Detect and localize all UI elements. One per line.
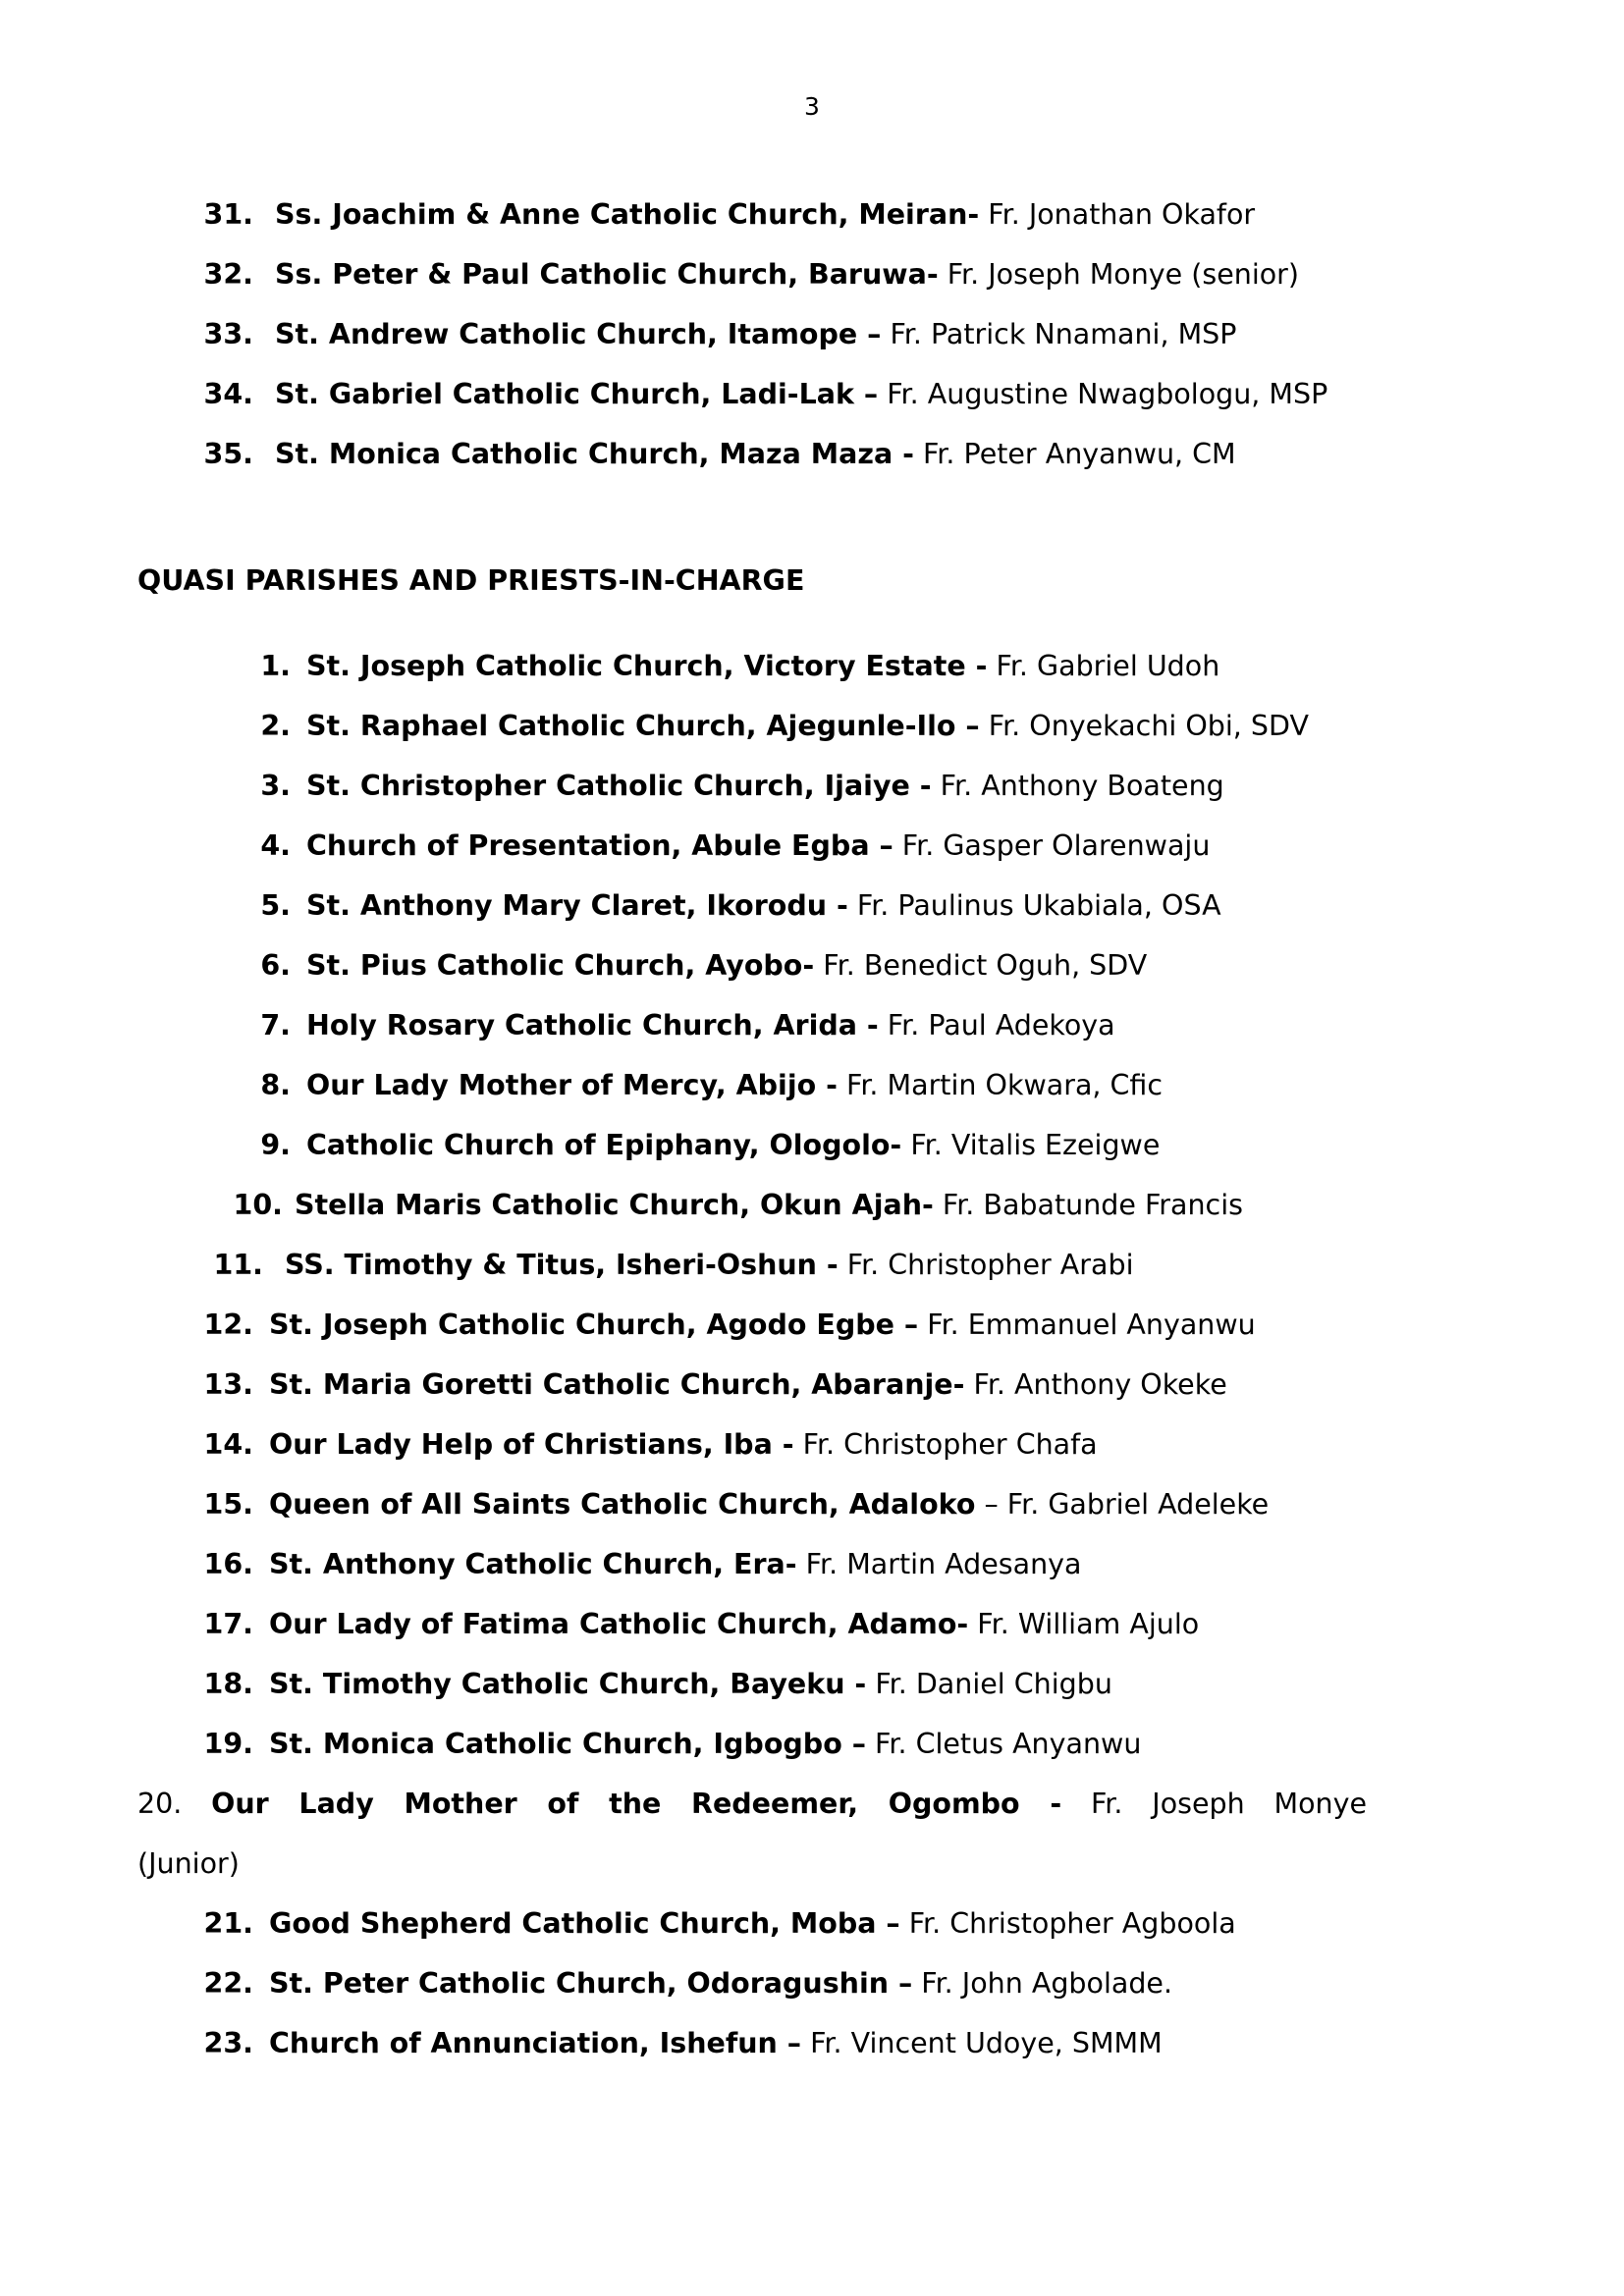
list-item-body: [275, 304, 1236, 364]
list-item-body: [275, 364, 1327, 424]
list-item-number: 31.: [203, 198, 253, 231]
list-item-number: 12.: [203, 1308, 253, 1341]
list-item-body: [269, 1714, 1141, 1774]
quasi-parish-list: [137, 636, 1459, 2073]
list-item: [192, 876, 1459, 935]
list-item-body: [306, 696, 1309, 756]
list-item-number: 18.: [203, 1668, 253, 1700]
list-item-continuation: (Junior): [137, 1847, 240, 1880]
church-name: St. Joseph Catholic Church, Agodo Egbe –: [269, 1308, 919, 1341]
list-item-number: 15.: [203, 1488, 253, 1521]
page-content: [137, 185, 1459, 2073]
priest-name: Fr. Paulinus Ukabiala, OSA: [847, 889, 1221, 922]
list-item-body: [275, 244, 1299, 304]
list-item-number: 13.: [203, 1368, 253, 1401]
church-name: Stella Maris Catholic Church, Okun Ajah-: [295, 1189, 934, 1221]
list-item-body: [306, 1115, 1160, 1175]
priest-name: Fr. Cletus Anyanwu: [865, 1728, 1142, 1760]
list-item: [192, 935, 1459, 995]
list-item-number: 22.: [203, 1967, 253, 2000]
church-name: St. Timothy Catholic Church, Bayeku -: [269, 1668, 867, 1700]
section-heading: QUASI PARISHES AND PRIESTS-IN-CHARGE: [137, 564, 805, 597]
church-name: Queen of All Saints Catholic Church, Adaloko: [269, 1488, 976, 1521]
church-name: Our Lady of Fatima Catholic Church, Adamo-: [269, 1608, 969, 1640]
priest-name: Fr. Onyekachi Obi, SDV: [979, 710, 1309, 742]
list-item: [192, 1654, 1459, 1714]
list-item-body: [275, 185, 1255, 244]
list-item: [192, 1953, 1459, 2013]
church-name: Ss. Joachim & Anne Catholic Church, Meiran-: [275, 198, 980, 231]
list-item-body: [306, 935, 1147, 995]
priest-name: Fr. Daniel Chigbu: [866, 1668, 1112, 1700]
list-item-body: [269, 2013, 1163, 2073]
list-item-body: [269, 1295, 1256, 1355]
priest-name: Fr. Christopher Chafa: [793, 1428, 1098, 1461]
list-item: [192, 1175, 1459, 1235]
church-name: St. Peter Catholic Church, Odoragushin –: [269, 1967, 913, 2000]
list-item: [192, 1594, 1459, 1654]
list-item: [192, 1115, 1459, 1175]
list-item: [192, 1415, 1459, 1474]
church-name: Our Lady Mother of Mercy, Abijo -: [306, 1069, 838, 1101]
church-name: Church of Annunciation, Ishefun –: [269, 2027, 802, 2059]
priest-name: Fr. Emmanuel Anyanwu: [918, 1308, 1256, 1341]
priest-name: Fr. Martin Adesanya: [796, 1548, 1082, 1580]
list-item-body: [269, 1594, 1199, 1654]
list-item-number: 11.: [213, 1249, 263, 1281]
church-name: St. Christopher Catholic Church, Ijaiye -: [306, 770, 932, 802]
list-item: [192, 304, 1459, 364]
list-item-number: 4.: [260, 829, 291, 862]
church-name: St. Maria Goretti Catholic Church, Abaranje-: [269, 1368, 965, 1401]
church-name: Catholic Church of Epiphany, Ologolo-: [306, 1129, 902, 1161]
parish-list-continued: [192, 185, 1459, 484]
list-item-number: 2.: [260, 710, 291, 742]
priest-name: – Fr. Gabriel Adeleke: [975, 1488, 1270, 1521]
list-item-number: 34.: [203, 378, 253, 410]
church-name: Good Shepherd Catholic Church, Moba –: [269, 1907, 900, 1940]
list-item: [192, 816, 1459, 876]
church-name: St. Anthony Catholic Church, Era-: [269, 1548, 797, 1580]
list-item-number: 33.: [203, 318, 253, 350]
list-item-body: [306, 876, 1221, 935]
list-item: [192, 1295, 1459, 1355]
list-item-body: [269, 1474, 1269, 1534]
list-item: [192, 1894, 1459, 1953]
list-item-number: 9.: [260, 1129, 291, 1161]
list-item-number: 17.: [203, 1608, 253, 1640]
church-name: St. Monica Catholic Church, Igbogbo –: [269, 1728, 866, 1760]
list-item: [192, 696, 1459, 756]
priest-name: Fr. John Agbolade.: [912, 1967, 1173, 2000]
church-name: St. Monica Catholic Church, Maza Maza -: [275, 438, 914, 470]
list-item-body: [269, 1355, 1227, 1415]
church-name: SS. Timothy & Titus, Isheri-Oshun -: [285, 1249, 839, 1281]
list-item-body: [306, 756, 1224, 816]
priest-name: Fr. Peter Anyanwu, CM: [913, 438, 1236, 470]
list-item: [192, 636, 1459, 696]
list-item: [192, 244, 1459, 304]
church-name: Our Lady Help of Christians, Iba -: [269, 1428, 794, 1461]
list-item-body: [285, 1235, 1134, 1295]
church-name: St. Anthony Mary Claret, Ikorodu -: [306, 889, 848, 922]
list-item-body: [269, 1654, 1112, 1714]
church-name: St. Joseph Catholic Church, Victory Estate -: [306, 650, 988, 682]
priest-name: Fr. Babatunde Francis: [933, 1189, 1243, 1221]
priest-name: Fr. Gasper Olarenwaju: [893, 829, 1211, 862]
page-number: 3: [804, 92, 820, 121]
priest-name: Fr. Benedict Oguh, SDV: [814, 949, 1148, 982]
church-name: Church of Presentation, Abule Egba –: [306, 829, 893, 862]
list-item: [192, 185, 1459, 244]
priest-name: Fr. Joseph Monye: [1090, 1788, 1367, 1820]
list-item-number: 19.: [203, 1728, 253, 1760]
priest-name: Fr. Joseph Monye (senior): [938, 258, 1300, 291]
list-item-number: 6.: [260, 949, 291, 982]
list-item-body: [306, 636, 1219, 696]
list-item-number: 20.: [137, 1788, 183, 1820]
priest-name: Fr. Vitalis Ezeigwe: [901, 1129, 1161, 1161]
list-item-number: 21.: [203, 1907, 253, 1940]
list-item-body: [306, 816, 1210, 876]
list-item: [192, 1235, 1459, 1295]
priest-name: Fr. Paul Adekoya: [878, 1009, 1115, 1041]
priest-name: Fr. William Ajulo: [968, 1608, 1200, 1640]
list-item-body: [275, 424, 1236, 484]
list-item: [192, 1055, 1459, 1115]
list-item: [192, 756, 1459, 816]
church-name: St. Gabriel Catholic Church, Ladi-Lak –: [275, 378, 879, 410]
priest-name: Fr. Patrick Nnamani, MSP: [881, 318, 1237, 350]
priest-name: Fr. Augustine Nwagbologu, MSP: [878, 378, 1328, 410]
list-item: [192, 364, 1459, 424]
list-item-number: 16.: [203, 1548, 253, 1580]
list-item-number: 1.: [260, 650, 291, 682]
priest-name: Fr. Anthony Boateng: [931, 770, 1224, 802]
priest-name: Fr. Vincent Udoye, SMMM: [801, 2027, 1163, 2059]
list-item-body: [306, 1055, 1163, 1115]
list-item: [192, 1714, 1459, 1774]
list-item-number: 35.: [203, 438, 253, 470]
list-item-body: [269, 1953, 1172, 2013]
list-item-number: 3.: [260, 770, 291, 802]
list-item: [192, 1474, 1459, 1534]
church-name: St. Pius Catholic Church, Ayobo-: [306, 949, 815, 982]
list-item-body: [269, 1894, 1236, 1953]
list-item: [192, 995, 1459, 1055]
priest-name: Fr. Christopher Arabi: [838, 1249, 1134, 1281]
list-item-body: [269, 1534, 1082, 1594]
list-item: [192, 2013, 1459, 2073]
list-item: [192, 1355, 1459, 1415]
list-item-number: 7.: [260, 1009, 291, 1041]
church-name: Our Lady Mother of the Redeemer, Ogombo -: [211, 1788, 1062, 1820]
priest-name: Fr. Gabriel Udoh: [987, 650, 1220, 682]
list-item-number: 8.: [260, 1069, 291, 1101]
list-item-number: 23.: [203, 2027, 253, 2059]
list-item: [192, 1534, 1459, 1594]
church-name: Ss. Peter & Paul Catholic Church, Baruwa-: [275, 258, 939, 291]
list-item: [137, 1774, 1367, 1834]
priest-name: Fr. Martin Okwara, Cfic: [837, 1069, 1164, 1101]
church-name: St. Raphael Catholic Church, Ajegunle-Ilo –: [306, 710, 980, 742]
list-item-body: [295, 1175, 1243, 1235]
list-item-number: 14.: [203, 1428, 253, 1461]
list-item-number: 5.: [260, 889, 291, 922]
priest-name: Fr. Christopher Agboola: [899, 1907, 1236, 1940]
list-item-number: 32.: [203, 258, 253, 291]
priest-name: Fr. Anthony Okeke: [964, 1368, 1227, 1401]
list-item: [192, 424, 1459, 484]
priest-name: Fr. Jonathan Okafor: [979, 198, 1256, 231]
list-item-number: 10.: [233, 1189, 283, 1221]
church-name: Holy Rosary Catholic Church, Arida -: [306, 1009, 879, 1041]
list-item-body: [269, 1415, 1098, 1474]
list-item-body: [306, 995, 1115, 1055]
church-name: St. Andrew Catholic Church, Itamope –: [275, 318, 882, 350]
